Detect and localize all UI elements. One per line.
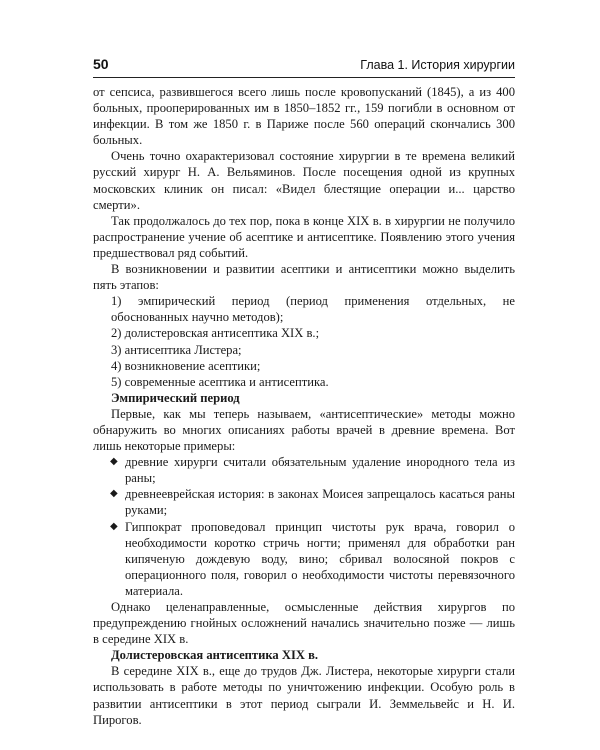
running-head: Глава 1. История хирургии bbox=[360, 58, 515, 72]
list-item-text: Гиппократ проповедовал принцип чистоты рук врача, говорил о необходимости коротко стричь ногти; применял для обработки ран кипяченую дождевую воду, вино; сбривал волосяной покров с операционного поля, говорил о необходимости чистоты перевязочного материала. bbox=[125, 519, 515, 598]
list-item bbox=[93, 519, 515, 599]
book-page bbox=[93, 56, 515, 728]
paragraph: В середине XIX в., еще до трудов Дж. Листера, некоторые хирурги стали использовать в работе методы по уничтожению инфекции. Особую роль в развитии антисептики в этот период сыграли И. Земмельвейс и Н. И. Пирогов. bbox=[93, 664, 515, 727]
stages-list bbox=[93, 293, 515, 390]
list-item: 2) долистеровская антисептика XIX в.; bbox=[111, 326, 320, 341]
paragraph: Однако целенаправленные, осмысленные действия хирургов по предупреждению гнойных осложнений начались значительно позже — лишь в середине XIX в. bbox=[93, 600, 515, 647]
paragraph: от сепсиса, развившегося всего лишь после кровопусканий (1845), а из 400 больных, прооперированных им в 1850–1852 гг., 159 погибли в основном от инфекции. В том же 1850 г. в Париже после 560 операций скончались 300 больных. bbox=[93, 85, 515, 148]
paragraph: В возникновении и развитии асептики и антисептики можно выделить пять этапов: bbox=[93, 262, 515, 293]
paragraph: Так продолжалось до тех пор, пока в конце XIX в. в хирургии не получило распространение учение об асептике и антисептике. Появлению этого учения предшествовал ряд событий. bbox=[93, 213, 515, 260]
diamond-bullet-icon: ◆ bbox=[110, 488, 118, 500]
list-item bbox=[93, 454, 515, 486]
section-heading: Долистеровская антисептика XIX в. bbox=[111, 648, 319, 663]
list-item-text: древнееврейская история: в законах Моисея запрещалось касаться раны руками; bbox=[125, 487, 515, 518]
list-item bbox=[93, 486, 515, 518]
list-item: 5) современные асептика и антисептика. bbox=[111, 374, 329, 389]
section-heading: Эмпирический период bbox=[111, 390, 240, 405]
page-body bbox=[93, 84, 515, 728]
list-item: 4) возникновение асептики; bbox=[111, 358, 261, 373]
paragraph: Очень точно охарактеризовал состояние хирургии в те времена великий русский хирург Н. А. Вельяминов. После посещения одной из крупных московских клиник он писал: «Видел блестящие операции и... царство смерти». bbox=[93, 149, 515, 212]
list-item: 1) эмпирический период (период применения отдельных, не обоснованных научно методов); bbox=[111, 294, 515, 325]
examples-list bbox=[93, 454, 515, 599]
list-item: 3) антисептика Листера; bbox=[111, 342, 242, 357]
page-number: 50 bbox=[93, 56, 109, 72]
diamond-bullet-icon: ◆ bbox=[110, 456, 118, 468]
diamond-bullet-icon: ◆ bbox=[110, 520, 118, 532]
page-header bbox=[93, 56, 515, 78]
list-item-text: древние хирурги считали обязательным удаление инородного тела из раны; bbox=[125, 455, 515, 486]
paragraph: Первые, как мы теперь называем, «антисептические» методы можно обнаружить во многих описаниях работы врачей в древние времена. Вот лишь некоторые примеры: bbox=[93, 406, 515, 454]
